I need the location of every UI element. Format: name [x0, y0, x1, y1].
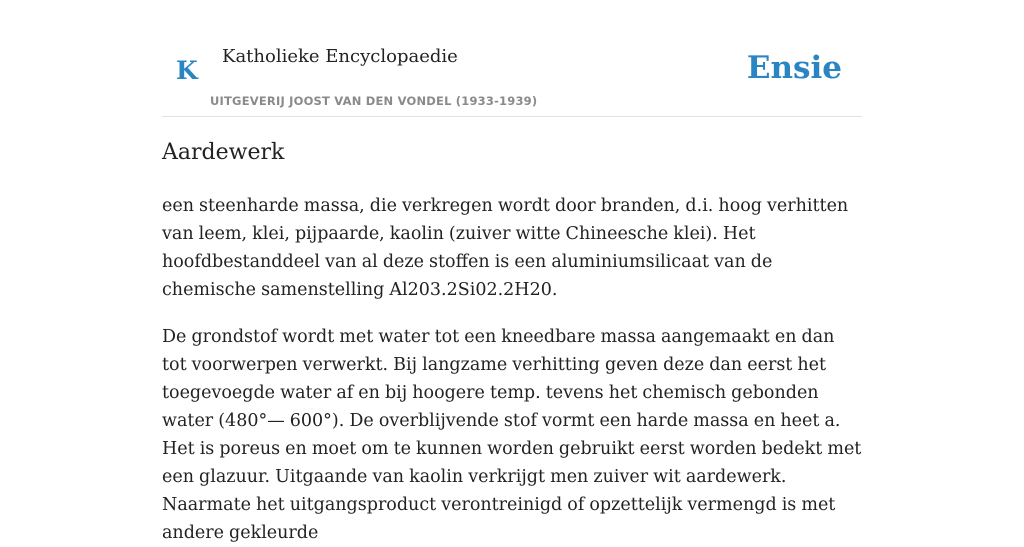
- article-title: Aardewerk: [162, 140, 285, 165]
- article-paragraph: De grondstof wordt met water tot een kneedbare massa aangemaakt en dan tot voorwerpen verwerkt. Bij langzame verhitting geven deze dan eerst het toegevoegde water af en bij hoogere temp. tevens het chemisch gebonden water (480°— 600°). De overblijvende stof vormt een harde massa en heet a. Het is poreus en moet om te kunnen worden gebruikt eerst worden bedekt met een glazuur. Uitgaande van kaolin verkrijgt men zuiver wit aardewerk. Naarmate het uitgangsproduct verontreinigd of opzettelijk vermengd is met andere gekleurde: [162, 327, 862, 543]
- ensie-brand-link[interactable]: Ensie: [746, 50, 842, 86]
- page: [162, 0, 862, 543]
- publication-title[interactable]: Katholieke Encyclopaedie: [222, 46, 458, 67]
- article-paragraph: een steenharde massa, die verkregen wordt door branden, d.i. hoog verhitten van leem, klei, pijpaarde, kaolin (zuiver witte Chineesche klei). Het hoofdbestanddeel van al deze stoffen is een aluminiumsilicaat van de chemische samenstelling Al203.2Si02.2H20.: [162, 196, 849, 300]
- publisher-subtitle: UITGEVERIJ JOOST VAN DEN VONDEL (1933-1939): [210, 94, 538, 108]
- site-header: [162, 0, 862, 117]
- encyclopedia-logo[interactable]: K: [176, 56, 198, 85]
